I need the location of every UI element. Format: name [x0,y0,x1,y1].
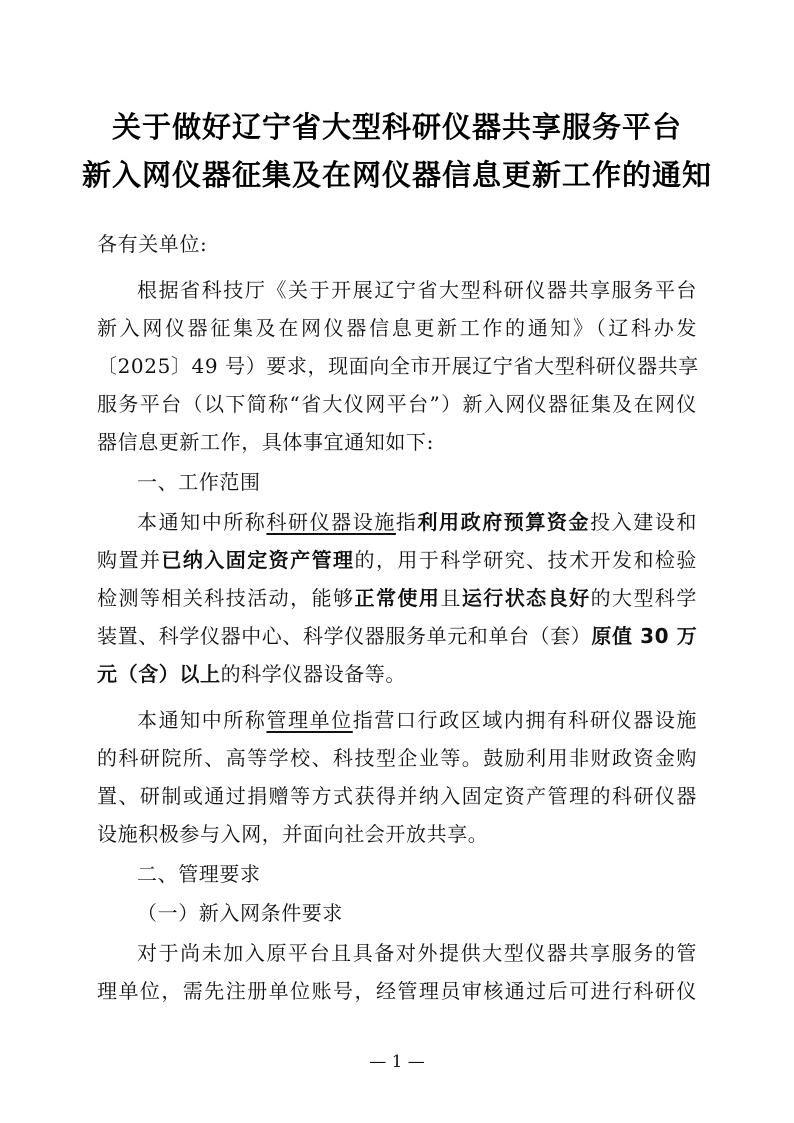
document-title-line-2: 新入网仪器征集及在网仪器信息更新工作的通知 [81,158,712,192]
intro-line-1: 根据省科技厅《关于开展辽宁省大型科研仪器共享服务平台 [137,278,697,302]
scope-paragraph-1-line-3 [97,583,697,613]
text-run: 投入建设和 [590,510,697,534]
bold-term: 已纳入固定资产管理 [161,548,355,572]
scope-paragraph-2-line-1 [137,705,697,735]
text-run: 且 [440,586,462,610]
text-run: 购置并 [97,548,162,572]
intro-line-3: 〔2025〕49 号）要求，现面向全市开展辽宁省大型科研仪器共享 [97,354,699,378]
text-run: 本通知中所称 [137,510,267,534]
scope-paragraph-2-line-3: 置、研制或通过捐赠等方式获得并纳入固定资产管理的科研仪器 [97,784,697,808]
intro-line-4: 服务平台（以下简称“省大仪网平台”）新入网仪器征集及在网仪 [97,392,697,416]
bold-term: 原值 30 万 [591,624,698,648]
text-run: 的，用于科学研究、技术开发和检验 [354,548,697,572]
text-run: 的科学仪器设备等。 [220,662,407,686]
scope-paragraph-2-line-2: 的科研院所、高等学校、科技型企业等。鼓励利用非财政资金购 [97,746,697,770]
text-run: 指 [395,510,418,534]
bold-term: 运行状态良好 [461,586,591,610]
text-run: 指营口行政区域内拥有科研仪器设施 [352,708,697,732]
underlined-term: 管理单位 [266,708,353,732]
page-number: — 1 — [369,1052,425,1072]
management-paragraph-line-1: 对于尚未加入原平台且具备对外提供大型仪器共享服务的管 [137,941,697,965]
salutation: 各有关单位: [97,232,208,256]
bold-term: 利用政府预算资金 [417,510,591,534]
bold-term: 正常使用 [354,586,441,610]
section-heading-management: 二、管理要求 [137,862,261,886]
text-run: 本通知中所称 [137,708,267,732]
intro-line-5: 器信息更新工作，具体事宜通知如下: [97,430,434,454]
text-run: 的大型科学 [590,586,697,610]
scope-paragraph-1-line-4 [97,621,697,651]
intro-line-2: 新入网仪器征集及在网仪器信息更新工作的通知》（辽科办发 [97,316,697,340]
text-run: 检测等相关科技活动，能够 [97,586,355,610]
scope-paragraph-2-line-4: 设施积极参与入网，并面向社会开放共享。 [97,822,489,846]
text-run: 装置、科学仪器中心、科学仪器服务单元和单台（套） [97,624,592,648]
document-title-line-1: 关于做好辽宁省大型科研仪器共享服务平台 [111,110,682,144]
bold-term: 元（含）以上 [97,662,221,686]
management-paragraph-line-2: 理单位，需先注册单位账号，经管理员审核通过后可进行科研仪 [97,979,697,1003]
scope-paragraph-1-line-5 [97,659,697,689]
subsection-heading-new-entry: （一）新入网条件要求 [137,901,343,925]
section-heading-scope: 一、工作范围 [137,470,261,494]
underlined-term: 科研仪器设施 [266,510,396,534]
scope-paragraph-1-line-2 [97,545,697,575]
scope-paragraph-1-line-1 [137,507,697,537]
